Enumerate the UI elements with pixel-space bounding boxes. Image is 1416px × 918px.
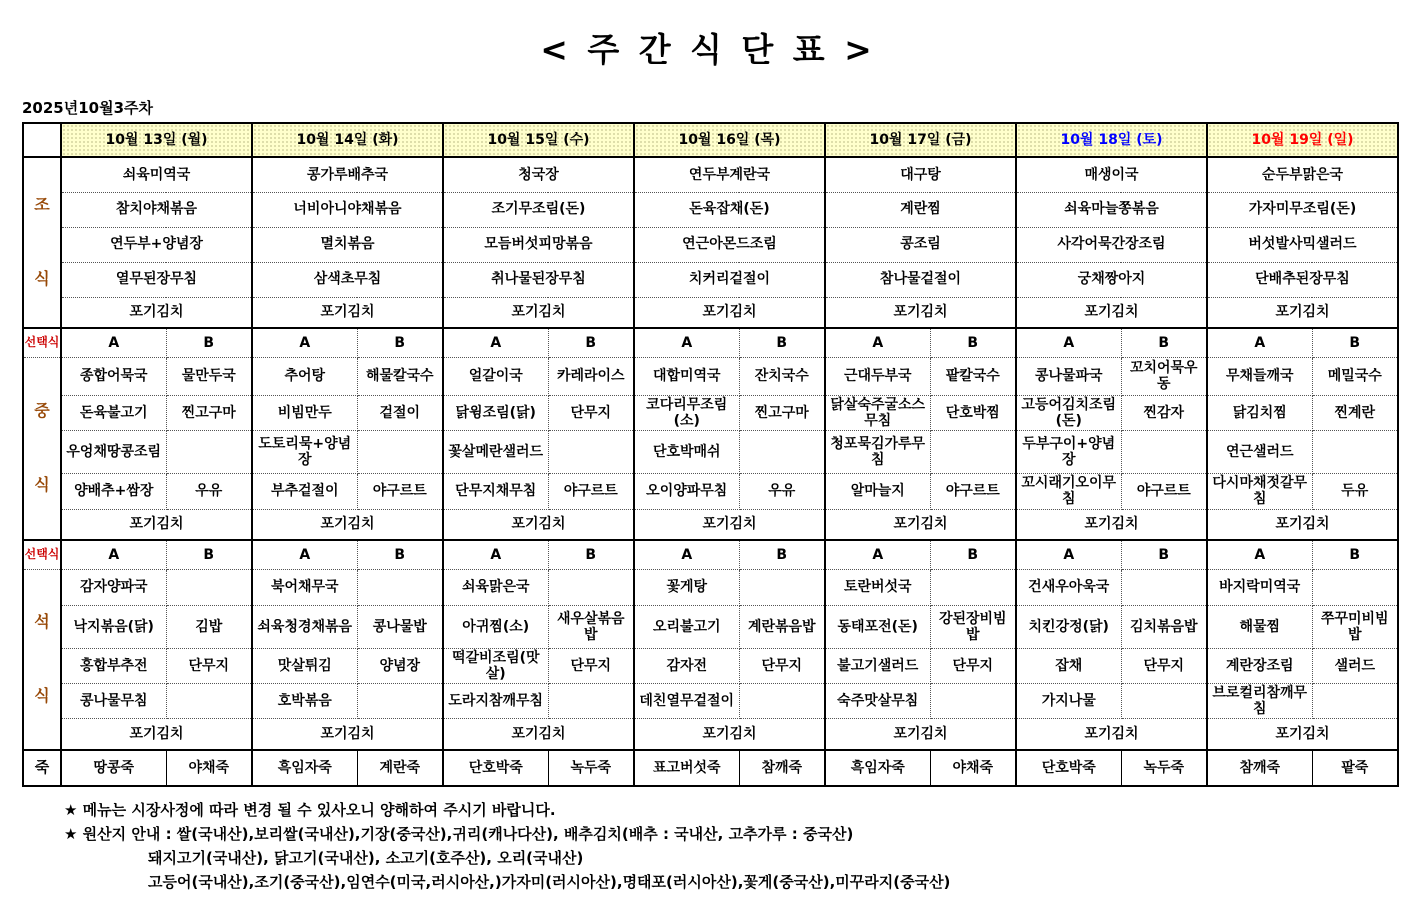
menu-cell: [548, 683, 634, 718]
menu-cell: 청포묵김가루무침: [825, 430, 930, 473]
note-line: 돼지고기(국내산), 닭고기(국내산), 소고기(호주산), 오리(국내산): [148, 848, 584, 867]
menu-cell: 샐러드: [1312, 648, 1398, 683]
kimchi-cell: 포기김치: [1207, 297, 1398, 328]
menu-cell: 참깨죽: [1207, 750, 1312, 786]
menu-cell: 계란찜: [825, 192, 1016, 227]
choice-b-header: B: [166, 540, 252, 569]
menu-cell: 숙주맛살무침: [825, 683, 930, 718]
menu-cell: 두유: [1312, 473, 1398, 509]
meal-plan-table: [22, 122, 1399, 787]
row-header-porridge: 죽: [23, 750, 61, 786]
menu-cell: 잡채: [1016, 648, 1121, 683]
menu-cell: 야채죽: [930, 750, 1016, 786]
day-header-tue: 10월 14일 (화): [252, 123, 443, 157]
kimchi-cell: 포기김치: [61, 297, 252, 328]
row-header-dinner: [23, 569, 61, 749]
menu-cell: 야구르트: [548, 473, 634, 509]
menu-cell: 토란버섯국: [825, 569, 930, 605]
kimchi-cell: 포기김치: [1016, 719, 1207, 750]
menu-cell: 우유: [739, 473, 825, 509]
day-header-sun: 10월 19일 (일): [1207, 123, 1398, 157]
choice-a-header: A: [252, 540, 357, 569]
menu-cell: 야구르트: [1121, 473, 1207, 509]
note-line: ★ 원산지 안내 : 쌀(국내산),보리쌀(국내산),기장(중국산),귀리(캐나다산), 배추김치(배추 : 국내산, 고추가루 : 중국산): [64, 824, 854, 843]
note-line: 고등어(국내산),조기(중국산),임연수(미국,러시아산,)가자미(러시아산),명태포(러시아산),꽃게(중국산),미꾸라지(중국산): [148, 872, 951, 891]
menu-cell: 단무지: [1121, 648, 1207, 683]
lunch-label: 중 식: [34, 401, 50, 495]
note-line: ★ 메뉴는 시장사정에 따라 변경 될 수 있사오니 양해하여 주시기 바랍니다.: [64, 800, 556, 819]
kimchi-cell: 포기김치: [1016, 509, 1207, 540]
menu-cell: [739, 569, 825, 605]
menu-cell: 우엉채땅콩조림: [61, 430, 166, 473]
choice-b-header: B: [548, 540, 634, 569]
menu-cell: 오리불고기: [634, 605, 739, 648]
kimchi-cell: 포기김치: [443, 719, 634, 750]
menu-cell: 김밥: [166, 605, 252, 648]
menu-cell: 단무지: [548, 648, 634, 683]
menu-cell: 사각어묵간장조림: [1016, 227, 1207, 262]
menu-cell: [1121, 430, 1207, 473]
menu-cell: [548, 569, 634, 605]
menu-cell: 열무된장무침: [61, 262, 252, 297]
menu-cell: 팥죽: [1312, 750, 1398, 786]
menu-cell: 매생이국: [1016, 157, 1207, 192]
menu-cell: 도토리묵+양념장: [252, 430, 357, 473]
menu-cell: 단무지: [930, 648, 1016, 683]
menu-cell: 계란죽: [357, 750, 443, 786]
choice-b-header: B: [1121, 328, 1207, 357]
menu-cell: 감자전: [634, 648, 739, 683]
kimchi-cell: 포기김치: [443, 297, 634, 328]
menu-cell: 오이양파무침: [634, 473, 739, 509]
menu-cell: 참나물겉절이: [825, 262, 1016, 297]
menu-cell: 녹두죽: [1121, 750, 1207, 786]
menu-cell: 콩조림: [825, 227, 1016, 262]
menu-cell: [930, 430, 1016, 473]
menu-cell: 땅콩죽: [61, 750, 166, 786]
menu-cell: 닭김치찜: [1207, 395, 1312, 430]
menu-cell: 홍합부추전: [61, 648, 166, 683]
menu-cell: 양배추+쌈장: [61, 473, 166, 509]
menu-cell: 콩나물파국: [1016, 357, 1121, 395]
menu-cell: 바지락미역국: [1207, 569, 1312, 605]
menu-cell: [930, 683, 1016, 718]
menu-cell: 모듬버섯피망볶음: [443, 227, 634, 262]
menu-cell: 감자양파국: [61, 569, 166, 605]
menu-cell: 대합미역국: [634, 357, 739, 395]
menu-cell: 알마늘지: [825, 473, 930, 509]
choice-a-header: A: [825, 328, 930, 357]
corner-cell: [23, 123, 61, 157]
menu-cell: 우유: [166, 473, 252, 509]
day-header-wed: 10월 15일 (수): [443, 123, 634, 157]
menu-cell: [166, 569, 252, 605]
menu-cell: [1121, 569, 1207, 605]
menu-cell: 동태포전(돈): [825, 605, 930, 648]
kimchi-cell: 포기김치: [634, 297, 825, 328]
kimchi-cell: 포기김치: [1207, 719, 1398, 750]
menu-cell: 도라지참깨무침: [443, 683, 548, 718]
menu-cell: 찐계란: [1312, 395, 1398, 430]
choice-a-header: A: [443, 328, 548, 357]
choice-b-header: B: [739, 540, 825, 569]
menu-cell: 잔치국수: [739, 357, 825, 395]
choice-b-header: B: [930, 328, 1016, 357]
menu-cell: 양념장: [357, 648, 443, 683]
choice-a-header: A: [252, 328, 357, 357]
menu-cell: 꽃게탕: [634, 569, 739, 605]
menu-cell: 겉절이: [357, 395, 443, 430]
menu-cell: 흑임자죽: [825, 750, 930, 786]
menu-cell: 두부구이+양념장: [1016, 430, 1121, 473]
menu-cell: 물만두국: [166, 357, 252, 395]
menu-cell: 추어탕: [252, 357, 357, 395]
kimchi-cell: 포기김치: [443, 509, 634, 540]
menu-cell: 쇠육맑은국: [443, 569, 548, 605]
menu-cell: 팥칼국수: [930, 357, 1016, 395]
choice-a-header: A: [825, 540, 930, 569]
choice-b-header: B: [357, 328, 443, 357]
menu-cell: 돈육불고기: [61, 395, 166, 430]
menu-cell: 건새우아욱국: [1016, 569, 1121, 605]
choice-b-header: B: [1312, 540, 1398, 569]
menu-cell: 연두부+양념장: [61, 227, 252, 262]
day-header-sat: 10월 18일 (토): [1016, 123, 1207, 157]
menu-cell: 단호박죽: [443, 750, 548, 786]
choice-b-header: B: [1312, 328, 1398, 357]
menu-cell: 쇠육청경채볶음: [252, 605, 357, 648]
choice-b-header: B: [357, 540, 443, 569]
kimchi-cell: 포기김치: [252, 719, 443, 750]
menu-cell: [1312, 430, 1398, 473]
choice-a-header: A: [61, 540, 166, 569]
kimchi-cell: 포기김치: [825, 297, 1016, 328]
menu-cell: 야구르트: [357, 473, 443, 509]
menu-cell: 흑임자죽: [252, 750, 357, 786]
menu-cell: 조기무조림(돈): [443, 192, 634, 227]
menu-cell: 꽃살메란샐러드: [443, 430, 548, 473]
day-header-thu: 10월 16일 (목): [634, 123, 825, 157]
choice-a-header: A: [634, 328, 739, 357]
breakfast-label: 조 식: [34, 195, 50, 289]
menu-cell: 순두부맑은국: [1207, 157, 1398, 192]
menu-cell: [166, 683, 252, 718]
menu-cell: 얼갈이국: [443, 357, 548, 395]
choice-a-header: A: [1016, 328, 1121, 357]
menu-cell: 김치볶음밥: [1121, 605, 1207, 648]
menu-cell: 버섯발사믹샐러드: [1207, 227, 1398, 262]
menu-cell: 참깨죽: [739, 750, 825, 786]
footnotes: [64, 798, 1416, 894]
day-header-fri: 10월 17일 (금): [825, 123, 1016, 157]
menu-cell: 맛살튀김: [252, 648, 357, 683]
menu-cell: 고등어김치조림(돈): [1016, 395, 1121, 430]
menu-cell: 낙지볶음(닭): [61, 605, 166, 648]
kimchi-cell: 포기김치: [634, 719, 825, 750]
page-title: < 주 간 식 단 표 >: [540, 30, 876, 69]
kimchi-cell: 포기김치: [825, 509, 1016, 540]
menu-cell: 호박볶음: [252, 683, 357, 718]
menu-cell: 닭살숙주굴소스무침: [825, 395, 930, 430]
menu-cell: 치킨강정(닭): [1016, 605, 1121, 648]
menu-cell: 쇠육마늘쫑볶음: [1016, 192, 1207, 227]
menu-cell: 부추겉절이: [252, 473, 357, 509]
kimchi-cell: 포기김치: [252, 509, 443, 540]
menu-cell: 단무지채무침: [443, 473, 548, 509]
menu-cell: 돈육잡채(돈): [634, 192, 825, 227]
choice-a-header: A: [1207, 540, 1312, 569]
menu-cell: 근대두부국: [825, 357, 930, 395]
choice-b-header: B: [548, 328, 634, 357]
menu-cell: 계란볶음밥: [739, 605, 825, 648]
choice-a-header: A: [1207, 328, 1312, 357]
menu-cell: 궁채짱아지: [1016, 262, 1207, 297]
menu-cell: 연근샐러드: [1207, 430, 1312, 473]
menu-cell: 가자미무조림(돈): [1207, 192, 1398, 227]
menu-cell: 코다리무조림(소): [634, 395, 739, 430]
menu-cell: 청국장: [443, 157, 634, 192]
menu-cell: [357, 430, 443, 473]
menu-cell: 녹두죽: [548, 750, 634, 786]
choice-b-header: B: [166, 328, 252, 357]
week-label: 2025년10월3주차: [22, 99, 154, 117]
menu-cell: [930, 569, 1016, 605]
menu-cell: 단호박매쉬: [634, 430, 739, 473]
menu-cell: 북어채무국: [252, 569, 357, 605]
row-header-lunch: [23, 357, 61, 540]
menu-cell: 멸치볶음: [252, 227, 443, 262]
menu-cell: 메밀국수: [1312, 357, 1398, 395]
menu-cell: 강된장비빔밥: [930, 605, 1016, 648]
menu-cell: 쭈꾸미비빔밥: [1312, 605, 1398, 648]
menu-cell: [357, 683, 443, 718]
menu-cell: 연근아몬드조림: [634, 227, 825, 262]
choice-b-header: B: [739, 328, 825, 357]
row-header-choice: 선택식: [23, 328, 61, 357]
menu-cell: 삼색초무침: [252, 262, 443, 297]
choice-a-header: A: [634, 540, 739, 569]
menu-cell: 콩나물밥: [357, 605, 443, 648]
choice-a-header: A: [61, 328, 166, 357]
menu-cell: 닭윙조림(닭): [443, 395, 548, 430]
day-header-row: [23, 123, 1398, 157]
menu-cell: 단무지: [548, 395, 634, 430]
menu-cell: 새우살볶음밥: [548, 605, 634, 648]
kimchi-cell: 포기김치: [1207, 509, 1398, 540]
menu-cell: 단무지: [739, 648, 825, 683]
row-header-choice: 선택식: [23, 540, 61, 569]
menu-cell: 쇠육미역국: [61, 157, 252, 192]
menu-cell: 단배추된장무침: [1207, 262, 1398, 297]
menu-cell: [357, 569, 443, 605]
menu-cell: 해물찜: [1207, 605, 1312, 648]
kimchi-cell: 포기김치: [634, 509, 825, 540]
menu-cell: 야구르트: [930, 473, 1016, 509]
menu-cell: 콩나물무침: [61, 683, 166, 718]
menu-cell: [739, 430, 825, 473]
choice-b-header: B: [1121, 540, 1207, 569]
menu-cell: 취나물된장무침: [443, 262, 634, 297]
menu-cell: 콩가루배추국: [252, 157, 443, 192]
dinner-label: 석 식: [34, 611, 50, 705]
menu-cell: 너비아니야채볶음: [252, 192, 443, 227]
choice-b-header: B: [930, 540, 1016, 569]
day-header-mon: 10월 13일 (월): [61, 123, 252, 157]
menu-cell: 데친열무겉절이: [634, 683, 739, 718]
menu-cell: 단호박죽: [1016, 750, 1121, 786]
menu-cell: 연두부계란국: [634, 157, 825, 192]
menu-cell: 떡갈비조림(맛살): [443, 648, 548, 683]
menu-cell: 단무지: [166, 648, 252, 683]
menu-cell: 카레라이스: [548, 357, 634, 395]
menu-cell: 브로컬리참깨무침: [1207, 683, 1312, 718]
kimchi-cell: 포기김치: [1016, 297, 1207, 328]
menu-cell: [1121, 683, 1207, 718]
menu-cell: [166, 430, 252, 473]
menu-cell: 가지나물: [1016, 683, 1121, 718]
menu-cell: 꼬시래기오이무침: [1016, 473, 1121, 509]
menu-cell: 종합어묵국: [61, 357, 166, 395]
kimchi-cell: 포기김치: [61, 509, 252, 540]
kimchi-cell: 포기김치: [252, 297, 443, 328]
menu-cell: [739, 683, 825, 718]
choice-a-header: A: [443, 540, 548, 569]
menu-cell: 계란장조림: [1207, 648, 1312, 683]
kimchi-cell: 포기김치: [61, 719, 252, 750]
menu-cell: 참치야채볶음: [61, 192, 252, 227]
menu-cell: 야채죽: [166, 750, 252, 786]
kimchi-cell: 포기김치: [825, 719, 1016, 750]
menu-cell: 단호박찜: [930, 395, 1016, 430]
menu-cell: 치커리겉절이: [634, 262, 825, 297]
row-header-breakfast: [23, 157, 61, 328]
menu-cell: 대구탕: [825, 157, 1016, 192]
menu-cell: [1312, 569, 1398, 605]
menu-cell: [548, 430, 634, 473]
menu-cell: 불고기샐러드: [825, 648, 930, 683]
menu-cell: 꼬치어묵우동: [1121, 357, 1207, 395]
menu-cell: 비빔만두: [252, 395, 357, 430]
menu-cell: [1312, 683, 1398, 718]
menu-cell: 찐고구마: [739, 395, 825, 430]
menu-cell: 아귀찜(소): [443, 605, 548, 648]
menu-cell: 찐감자: [1121, 395, 1207, 430]
menu-cell: 찐고구마: [166, 395, 252, 430]
menu-cell: 다시마채젓갈무침: [1207, 473, 1312, 509]
choice-a-header: A: [1016, 540, 1121, 569]
menu-cell: 무채들깨국: [1207, 357, 1312, 395]
menu-cell: 해물칼국수: [357, 357, 443, 395]
menu-cell: 표고버섯죽: [634, 750, 739, 786]
